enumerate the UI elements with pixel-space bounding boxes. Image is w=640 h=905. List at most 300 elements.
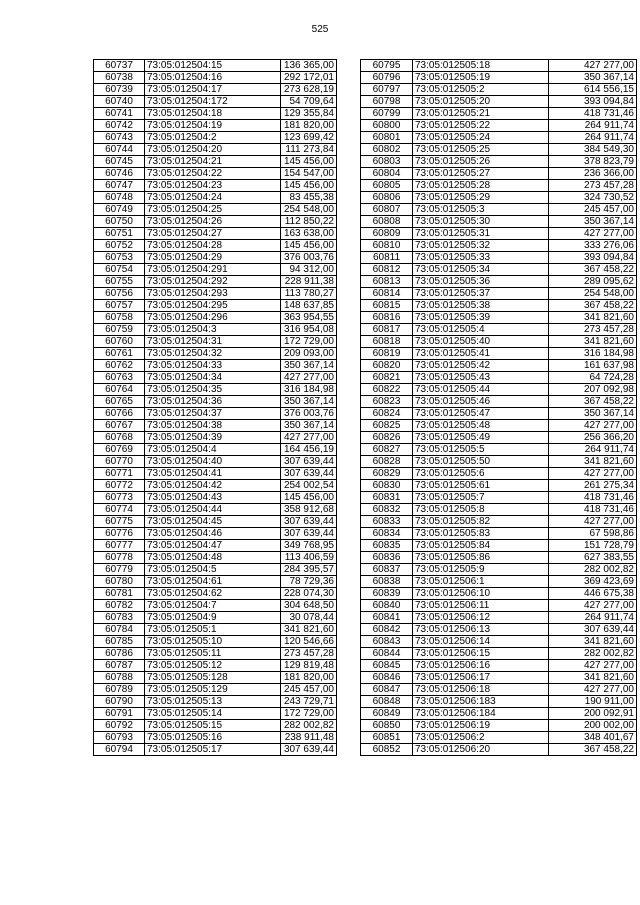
table-row: [361, 504, 637, 516]
table-row: [94, 720, 337, 732]
table-row: [94, 696, 337, 708]
cadastral-number: 73:05:012505:28: [413, 180, 549, 192]
cadastral-number: 73:05:012504:20: [145, 144, 281, 156]
cadastral-number: 73:05:012505:39: [413, 312, 549, 324]
cadastral-value: 341 821,60: [549, 636, 637, 648]
table-row: [94, 372, 337, 384]
cadastral-value: 282 002,82: [549, 564, 637, 576]
cadastral-number: 73:05:012504:4: [145, 444, 281, 456]
table-row: [94, 744, 337, 756]
cadastral-number: 73:05:012505:46: [413, 396, 549, 408]
cadastral-number: 73:05:012504:23: [145, 180, 281, 192]
cadastral-number: 73:05:012505:9: [413, 564, 549, 576]
cadastral-number: 73:05:012505:48: [413, 420, 549, 432]
cadastral-number: 73:05:012505:49: [413, 432, 549, 444]
row-number: 60809: [361, 228, 413, 240]
table-row: [361, 180, 637, 192]
cadastral-number: 73:05:012505:26: [413, 156, 549, 168]
cadastral-number: 73:05:012504:42: [145, 480, 281, 492]
row-number: 60745: [94, 156, 145, 168]
cadastral-value: 209 093,00: [281, 348, 337, 360]
table-row: [94, 420, 337, 432]
table-row: [94, 288, 337, 300]
row-number: 60810: [361, 240, 413, 252]
cadastral-number: 73:05:012504:24: [145, 192, 281, 204]
row-number: 60796: [361, 72, 413, 84]
table-row: [94, 324, 337, 336]
row-number: 60777: [94, 540, 145, 552]
cadastral-number: 73:05:012505:41: [413, 348, 549, 360]
cadastral-number: 73:05:012506:2: [413, 732, 549, 744]
row-number: 60835: [361, 540, 413, 552]
cadastral-value: 376 003,76: [281, 408, 337, 420]
cadastral-value: 264 911,74: [549, 120, 637, 132]
row-number: 60770: [94, 456, 145, 468]
table-row: [94, 660, 337, 672]
row-number: 60848: [361, 696, 413, 708]
table-row: [94, 336, 337, 348]
row-number: 60799: [361, 108, 413, 120]
row-number: 60832: [361, 504, 413, 516]
cadastral-number: 73:05:012504:47: [145, 540, 281, 552]
cadastral-value: 145 456,00: [281, 156, 337, 168]
row-number: 60750: [94, 216, 145, 228]
cadastral-value: 78 729,36: [281, 576, 337, 588]
cadastral-value: 236 366,00: [549, 168, 637, 180]
table-row: [94, 456, 337, 468]
table-row: [361, 96, 637, 108]
row-number: 60741: [94, 108, 145, 120]
cadastral-number: 73:05:012505:33: [413, 252, 549, 264]
row-number: 60766: [94, 408, 145, 420]
cadastral-value: 348 401,67: [549, 732, 637, 744]
cadastral-number: 73:05:012505:86: [413, 552, 549, 564]
table-row: [361, 312, 637, 324]
row-number: 60773: [94, 492, 145, 504]
row-number: 60813: [361, 276, 413, 288]
table-row: [361, 156, 637, 168]
table-row: [361, 612, 637, 624]
row-number: 60820: [361, 360, 413, 372]
cadastral-value: 228 074,30: [281, 588, 337, 600]
cadastral-value: 307 639,44: [549, 624, 637, 636]
cadastral-value: 307 639,44: [281, 456, 337, 468]
row-number: 60840: [361, 600, 413, 612]
row-number: 60837: [361, 564, 413, 576]
cadastral-value: 367 458,22: [549, 744, 637, 756]
table-row: [361, 456, 637, 468]
table-row: [94, 204, 337, 216]
cadastral-number: 73:05:012504:48: [145, 552, 281, 564]
cadastral-value: 264 911,74: [549, 612, 637, 624]
cadastral-number: 73:05:012505:129: [145, 684, 281, 696]
table-row: [94, 348, 337, 360]
cadastral-value: 113 406,59: [281, 552, 337, 564]
cadastral-number: 73:05:012505:82: [413, 516, 549, 528]
cadastral-number: 73:05:012506:184: [413, 708, 549, 720]
table-row: [361, 264, 637, 276]
cadastral-value: 384 549,30: [549, 144, 637, 156]
table-row: [361, 744, 637, 756]
cadastral-value: 273 457,28: [549, 324, 637, 336]
cadastral-value: 363 954,55: [281, 312, 337, 324]
cadastral-number: 73:05:012504:61: [145, 576, 281, 588]
row-number: 60783: [94, 612, 145, 624]
cadastral-value: 316 184,98: [549, 348, 637, 360]
table-row: [361, 564, 637, 576]
row-number: 60834: [361, 528, 413, 540]
cadastral-number: 73:05:012505:7: [413, 492, 549, 504]
cadastral-value: 350 367,14: [281, 360, 337, 372]
row-number: 60787: [94, 660, 145, 672]
row-number: 60807: [361, 204, 413, 216]
cadastral-value: 307 639,44: [281, 516, 337, 528]
cadastral-value: 207 092,98: [549, 384, 637, 396]
cadastral-value: 284 395,57: [281, 564, 337, 576]
cadastral-value: 427 277,00: [549, 516, 637, 528]
cadastral-number: 73:05:012506:12: [413, 612, 549, 624]
cadastral-value: 64 724,28: [549, 372, 637, 384]
cadastral-value: 627 383,55: [549, 552, 637, 564]
cadastral-number: 73:05:012504:39: [145, 432, 281, 444]
table-row: [94, 492, 337, 504]
cadastral-number: 73:05:012504:2: [145, 132, 281, 144]
cadastral-value: 350 367,14: [549, 216, 637, 228]
cadastral-number: 73:05:012504:17: [145, 84, 281, 96]
cadastral-number: 73:05:012504:31: [145, 336, 281, 348]
row-number: 60827: [361, 444, 413, 456]
cadastral-value: 30 078,44: [281, 612, 337, 624]
row-number: 60788: [94, 672, 145, 684]
table-row: [94, 480, 337, 492]
table-row: [94, 180, 337, 192]
cadastral-number: 73:05:012505:14: [145, 708, 281, 720]
cadastral-value: 393 094,84: [549, 96, 637, 108]
cadastral-number: 73:05:012505:8: [413, 504, 549, 516]
row-number: 60794: [94, 744, 145, 756]
cadastral-value: 341 821,60: [549, 672, 637, 684]
row-number: 60815: [361, 300, 413, 312]
row-number: 60806: [361, 192, 413, 204]
cadastral-number: 73:05:012504:38: [145, 420, 281, 432]
cadastral-value: 418 731,46: [549, 492, 637, 504]
table-row: [361, 480, 637, 492]
table-row: [361, 228, 637, 240]
cadastral-value: 245 457,00: [281, 684, 337, 696]
cadastral-number: 73:05:012504:37: [145, 408, 281, 420]
row-number: 60811: [361, 252, 413, 264]
row-number: 60757: [94, 300, 145, 312]
cadastral-number: 73:05:012505:30: [413, 216, 549, 228]
cadastral-value: 256 366,20: [549, 432, 637, 444]
cadastral-number: 73:05:012505:43: [413, 372, 549, 384]
cadastral-number: 73:05:012505:10: [145, 636, 281, 648]
cadastral-number: 73:05:012504:35: [145, 384, 281, 396]
cadastral-value: 341 821,60: [281, 624, 337, 636]
cadastral-value: 289 095,62: [549, 276, 637, 288]
cadastral-value: 427 277,00: [549, 468, 637, 480]
cadastral-number: 73:05:012506:20: [413, 744, 549, 756]
cadastral-number: 73:05:012505:42: [413, 360, 549, 372]
row-number: 60772: [94, 480, 145, 492]
table-row: [94, 564, 337, 576]
table-row: [94, 636, 337, 648]
row-number: 60755: [94, 276, 145, 288]
cadastral-number: 73:05:012505:1: [145, 624, 281, 636]
cadastral-number: 73:05:012505:29: [413, 192, 549, 204]
table-row: [361, 192, 637, 204]
cadastral-number: 73:05:012504:34: [145, 372, 281, 384]
row-number: 60812: [361, 264, 413, 276]
cadastral-value: 427 277,00: [281, 372, 337, 384]
table-row: [94, 72, 337, 84]
cadastral-value: 427 277,00: [549, 60, 637, 72]
table-row: [361, 528, 637, 540]
cadastral-number: 73:05:012506:17: [413, 672, 549, 684]
cadastral-number: 73:05:012505:36: [413, 276, 549, 288]
cadastral-number: 73:05:012505:38: [413, 300, 549, 312]
cadastral-value: 350 367,14: [549, 72, 637, 84]
table-row: [361, 468, 637, 480]
table-row: [361, 432, 637, 444]
table-row: [94, 612, 337, 624]
row-number: 60792: [94, 720, 145, 732]
cadastral-number: 73:05:012506:14: [413, 636, 549, 648]
row-number: 60752: [94, 240, 145, 252]
cadastral-number: 73:05:012505:31: [413, 228, 549, 240]
table-row: [361, 120, 637, 132]
cadastral-number: 73:05:012504:46: [145, 528, 281, 540]
table-row: [94, 588, 337, 600]
cadastral-value: 111 273,84: [281, 144, 337, 156]
table-row: [361, 336, 637, 348]
row-number: 60852: [361, 744, 413, 756]
cadastral-number: 73:05:012505:24: [413, 132, 549, 144]
table-row: [94, 684, 337, 696]
cadastral-number: 73:05:012506:11: [413, 600, 549, 612]
cadastral-number: 73:05:012504:45: [145, 516, 281, 528]
row-number: 60821: [361, 372, 413, 384]
table-row: [94, 504, 337, 516]
table-row: [361, 588, 637, 600]
table-row: [361, 108, 637, 120]
table-row: [361, 84, 637, 96]
row-number: 60822: [361, 384, 413, 396]
row-number: 60824: [361, 408, 413, 420]
cadastral-number: 73:05:012506:19: [413, 720, 549, 732]
cadastral-number: 73:05:012505:13: [145, 696, 281, 708]
cadastral-value: 181 820,00: [281, 672, 337, 684]
table-row: [361, 600, 637, 612]
cadastral-number: 73:05:012504:7: [145, 600, 281, 612]
row-number: 60808: [361, 216, 413, 228]
row-number: 60800: [361, 120, 413, 132]
table-row: [361, 420, 637, 432]
cadastral-number: 73:05:012505:16: [145, 732, 281, 744]
cadastral-number: 73:05:012505:37: [413, 288, 549, 300]
cadastral-value: 161 637,98: [549, 360, 637, 372]
cadastral-number: 73:05:012504:295: [145, 300, 281, 312]
registry-table-right: [360, 59, 637, 756]
registry-table-left: [93, 59, 337, 756]
cadastral-value: 324 730,52: [549, 192, 637, 204]
cadastral-number: 73:05:012505:34: [413, 264, 549, 276]
cadastral-number: 73:05:012505:61: [413, 480, 549, 492]
table-row: [361, 648, 637, 660]
row-number: 60805: [361, 180, 413, 192]
cadastral-number: 73:05:012504:296: [145, 312, 281, 324]
cadastral-value: 172 729,00: [281, 336, 337, 348]
cadastral-number: 73:05:012505:27: [413, 168, 549, 180]
cadastral-number: 73:05:012505:40: [413, 336, 549, 348]
cadastral-value: 254 002,54: [281, 480, 337, 492]
row-number: 60756: [94, 288, 145, 300]
row-number: 60823: [361, 396, 413, 408]
cadastral-value: 376 003,76: [281, 252, 337, 264]
row-number: 60780: [94, 576, 145, 588]
row-number: 60742: [94, 120, 145, 132]
cadastral-number: 73:05:012504:33: [145, 360, 281, 372]
table-row: [94, 624, 337, 636]
cadastral-number: 73:05:012504:40: [145, 456, 281, 468]
cadastral-value: 94 312,00: [281, 264, 337, 276]
cadastral-value: 292 172,01: [281, 72, 337, 84]
row-number: 60790: [94, 696, 145, 708]
row-number: 60744: [94, 144, 145, 156]
cadastral-value: 341 821,60: [549, 456, 637, 468]
table-row: [361, 672, 637, 684]
table-row: [361, 276, 637, 288]
cadastral-number: 73:05:012504:19: [145, 120, 281, 132]
table-row: [361, 576, 637, 588]
cadastral-value: 350 367,14: [281, 396, 337, 408]
row-number: 60831: [361, 492, 413, 504]
table-row: [361, 516, 637, 528]
cadastral-value: 369 423,69: [549, 576, 637, 588]
cadastral-number: 73:05:012504:29: [145, 252, 281, 264]
table-row: [94, 264, 337, 276]
cadastral-value: 164 456,19: [281, 444, 337, 456]
table-row: [94, 516, 337, 528]
cadastral-value: 427 277,00: [549, 660, 637, 672]
row-number: 60847: [361, 684, 413, 696]
row-number: 60836: [361, 552, 413, 564]
cadastral-value: 418 731,46: [549, 504, 637, 516]
cadastral-value: 273 628,19: [281, 84, 337, 96]
table-row: [361, 684, 637, 696]
cadastral-value: 145 456,00: [281, 492, 337, 504]
table-row: [361, 636, 637, 648]
cadastral-number: 73:05:012505:19: [413, 72, 549, 84]
cadastral-number: 73:05:012506:1: [413, 576, 549, 588]
cadastral-number: 73:05:012506:15: [413, 648, 549, 660]
cadastral-number: 73:05:012504:292: [145, 276, 281, 288]
row-number: 60738: [94, 72, 145, 84]
cadastral-number: 73:05:012506:18: [413, 684, 549, 696]
cadastral-value: 307 639,44: [281, 528, 337, 540]
table-row: [361, 444, 637, 456]
table-row: [361, 384, 637, 396]
cadastral-number: 73:05:012504:291: [145, 264, 281, 276]
table-row: [361, 324, 637, 336]
cadastral-value: 83 455,38: [281, 192, 337, 204]
row-number: 60751: [94, 228, 145, 240]
cadastral-value: 282 002,82: [549, 648, 637, 660]
row-number: 60759: [94, 324, 145, 336]
row-number: 60802: [361, 144, 413, 156]
row-number: 60782: [94, 600, 145, 612]
row-number: 60737: [94, 60, 145, 72]
table-row: [94, 672, 337, 684]
row-number: 60781: [94, 588, 145, 600]
cadastral-value: 54 709,64: [281, 96, 337, 108]
cadastral-number: 73:05:012505:32: [413, 240, 549, 252]
table-row: [361, 408, 637, 420]
cadastral-number: 73:05:012505:4: [413, 324, 549, 336]
cadastral-number: 73:05:012505:21: [413, 108, 549, 120]
cadastral-value: 112 850,22: [281, 216, 337, 228]
cadastral-value: 349 768,95: [281, 540, 337, 552]
cadastral-number: 73:05:012504:26: [145, 216, 281, 228]
cadastral-value: 145 456,00: [281, 180, 337, 192]
table-row: [94, 96, 337, 108]
cadastral-value: 254 548,00: [549, 288, 637, 300]
row-number: 60849: [361, 708, 413, 720]
row-number: 60798: [361, 96, 413, 108]
cadastral-number: 73:05:012504:15: [145, 60, 281, 72]
row-number: 60801: [361, 132, 413, 144]
cadastral-number: 73:05:012504:3: [145, 324, 281, 336]
cadastral-value: 333 276,06: [549, 240, 637, 252]
cadastral-value: 446 675,38: [549, 588, 637, 600]
row-number: 60767: [94, 420, 145, 432]
table-row: [94, 600, 337, 612]
row-number: 60844: [361, 648, 413, 660]
row-number: 60826: [361, 432, 413, 444]
row-number: 60760: [94, 336, 145, 348]
cadastral-value: 238 911,48: [281, 732, 337, 744]
table-row: [94, 540, 337, 552]
row-number: 60846: [361, 672, 413, 684]
row-number: 60784: [94, 624, 145, 636]
cadastral-number: 73:05:012504:36: [145, 396, 281, 408]
cadastral-number: 73:05:012504:172: [145, 96, 281, 108]
table-row: [94, 120, 337, 132]
cadastral-value: 129 355,84: [281, 108, 337, 120]
cadastral-number: 73:05:012505:20: [413, 96, 549, 108]
table-row: [94, 276, 337, 288]
cadastral-value: 200 092,91: [549, 708, 637, 720]
table-row: [94, 444, 337, 456]
table-row: [94, 108, 337, 120]
row-number: 60743: [94, 132, 145, 144]
table-row: [94, 552, 337, 564]
table-row: [94, 432, 337, 444]
table-row: [361, 72, 637, 84]
cadastral-number: 73:05:012504:293: [145, 288, 281, 300]
table-row: [361, 348, 637, 360]
row-number: 60829: [361, 468, 413, 480]
cadastral-number: 73:05:012504:27: [145, 228, 281, 240]
row-number: 60764: [94, 384, 145, 396]
table-row: [361, 396, 637, 408]
cadastral-value: 316 954,08: [281, 324, 337, 336]
cadastral-number: 73:05:012506:16: [413, 660, 549, 672]
cadastral-value: 273 457,28: [549, 180, 637, 192]
row-number: 60816: [361, 312, 413, 324]
table-row: [361, 540, 637, 552]
table-row: [361, 720, 637, 732]
